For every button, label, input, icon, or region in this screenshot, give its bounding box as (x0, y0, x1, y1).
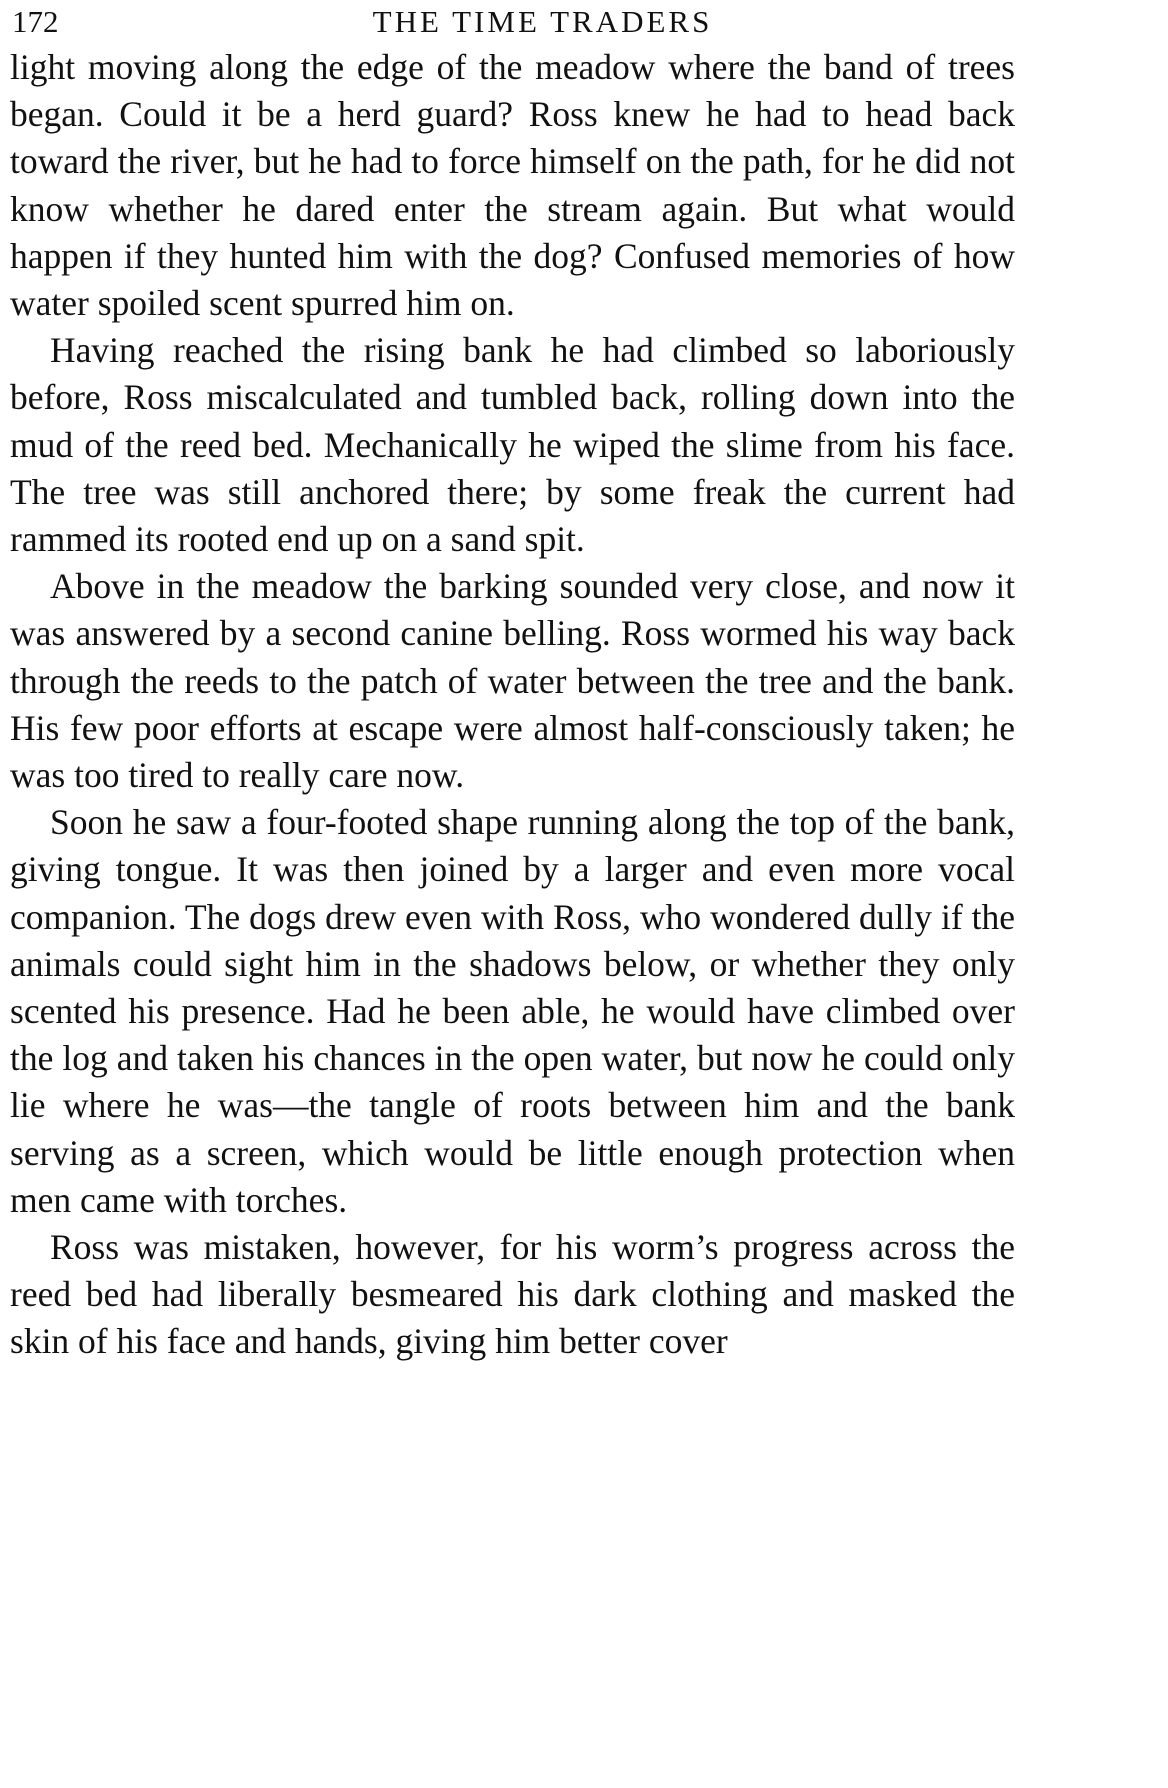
page-number: 172 (12, 4, 59, 39)
running-head (10, 0, 1015, 44)
paragraph-5: Ross was mistaken, however, for his worm’s progress across the reed bed had liberally besmeared his dark clothing and masked the skin of his face and hands, giving him better cover (10, 1227, 1015, 1362)
paragraph-3: Above in the meadow the barking sounded very close, and now it was answered by a second canine belling. Ross wormed his way back through the reeds to the patch of water between the tree and the bank. His few poor efforts at escape were almost half-consciously taken; he was too tired to really care now. (10, 566, 1015, 796)
body-text (10, 44, 1015, 1366)
paragraph-4: Soon he saw a four-footed shape running along the top of the bank, giving tongue. It was then joined by a larger and even more vocal companion. The dogs drew even with Ross, who wondered dully if the animals could sight him in the shadows below, or whether they only scented his presence. Had he been able, he would have climbed over the log and taken his chances in the open water, but now he could only lie where he was—the tangle of roots between him and the bank serving as a screen, which would be little enough protection when men came with torches. (10, 802, 1015, 1220)
paragraph-2: Having reached the rising bank he had climbed so laboriously before, Ross miscalculated and tumbled back, rolling down into the mud of the reed bed. Mechanically he wiped the slime from his face. The tree was still anchored there; by some freak the current had rammed its rooted end up on a sand spit. (10, 330, 1015, 560)
paragraph-1: light moving along the edge of the meadow where the band of trees began. Could it be a herd guard? Ross knew he had to head back toward the river, but he had to force himself on the path, for he did not know whether he dared enter the stream again. But what would happen if they hunted him with the dog? Confused memories of how water spoiled scent spurred him on. (10, 47, 1015, 324)
running-title: THE TIME TRADERS (372, 4, 713, 39)
book-page (10, 0, 1015, 1366)
